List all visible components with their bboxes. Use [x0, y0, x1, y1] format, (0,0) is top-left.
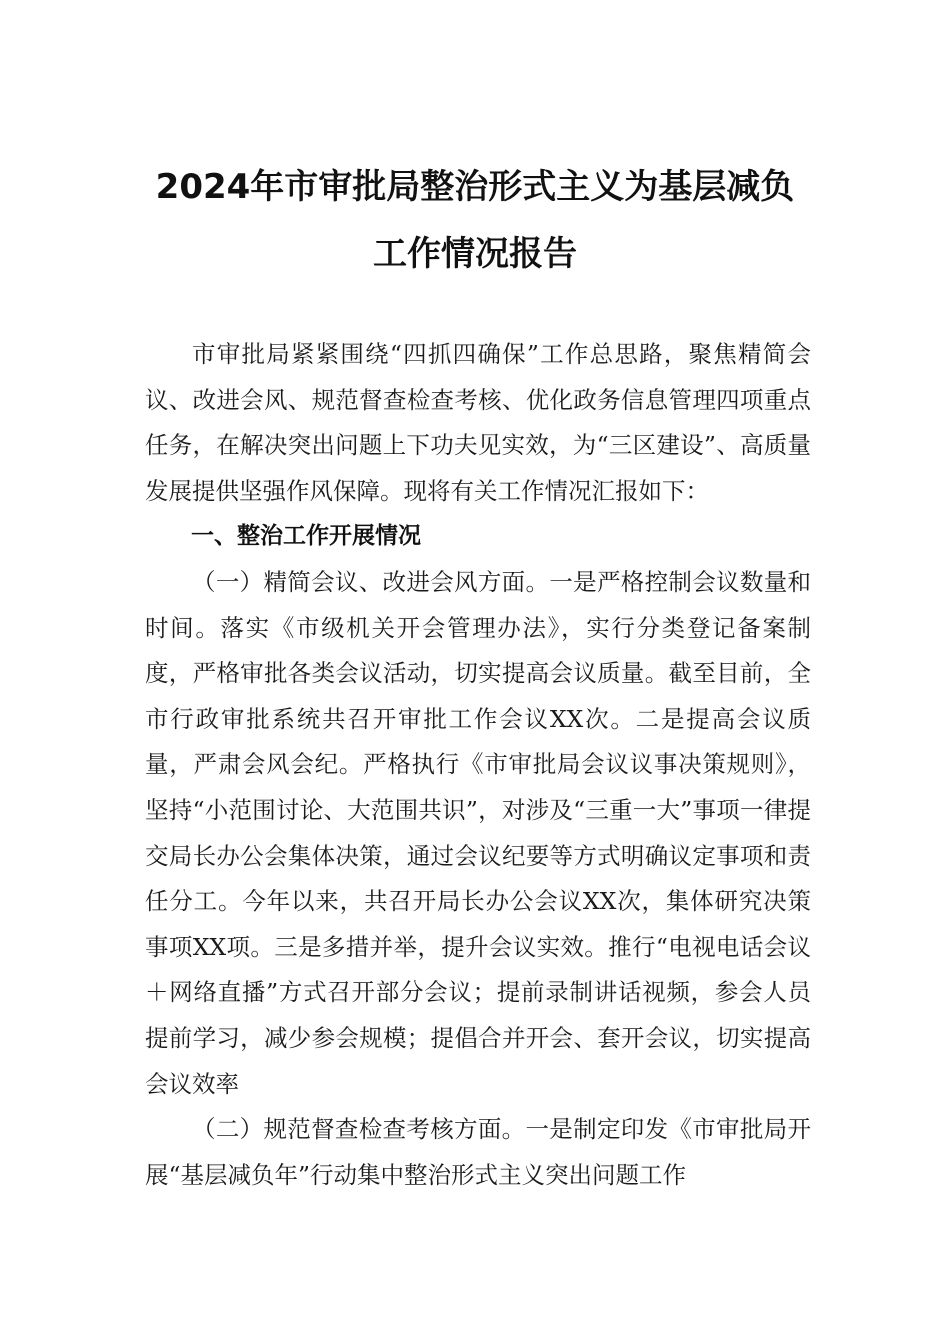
- document-title-line-2: 工作情况报告: [373, 234, 577, 274]
- document-title-line-1: 2024年市审批局整治形式主义为基层减负: [155, 167, 795, 207]
- subsection-title-2: （二）规范督查检查考核方面。: [192, 1115, 526, 1144]
- subsection-text-2: 一是制定印发《市审批局开展“基层减负年”行动集中整治形式主义突出问题工作: [145, 1115, 812, 1189]
- section-heading-1: 一、整治工作开展情况: [191, 523, 421, 550]
- subsection-title-1: （一）精简会议、改进会风方面。: [192, 567, 550, 596]
- intro-paragraph: 市审批局紧紧围绕“四抓四确保”工作总思路，聚焦精简会议、改进会风、规范督查检查考核、优化政务信息管理四项重点任务，在解决突出问题上下功夫见实效，为“三区建设”、高质量发展提供坚强作风保障。现将有关工作情况汇报如下：: [145, 340, 811, 505]
- subsection-paragraph-2: [145, 1107, 811, 1198]
- subsection-text-1: 一是严格控制会议数量和时间。落实《市级机关开会管理办法》，实行分类登记备案制度，严格审批各类会议活动，切实提高会议质量。截至目前，全市行政审批系统共召开审批工作会议XX次。二是提高会议质量，严肃会风会纪。严格执行《市审批局会议议事决策规则》，坚持“小范围讨论、大范围共识”，对涉及“三重一大”事项一律提交局长办公会集体决策，通过会议纪要等方式明确议定事项和责任分工。今年以来，共召开局长办公会议XX次，集体研究决策事项XX项。三是多措并举，提升会议实效。推行“电视电话会议＋网络直播”方式召开部分会议；提前录制讲话视频，参会人员提前学习，减少参会规模；提倡合并开会、套开会议，切实提高会议效率: [145, 567, 812, 1098]
- subsection-paragraph-1: [145, 560, 811, 1107]
- document-body: [145, 332, 811, 1198]
